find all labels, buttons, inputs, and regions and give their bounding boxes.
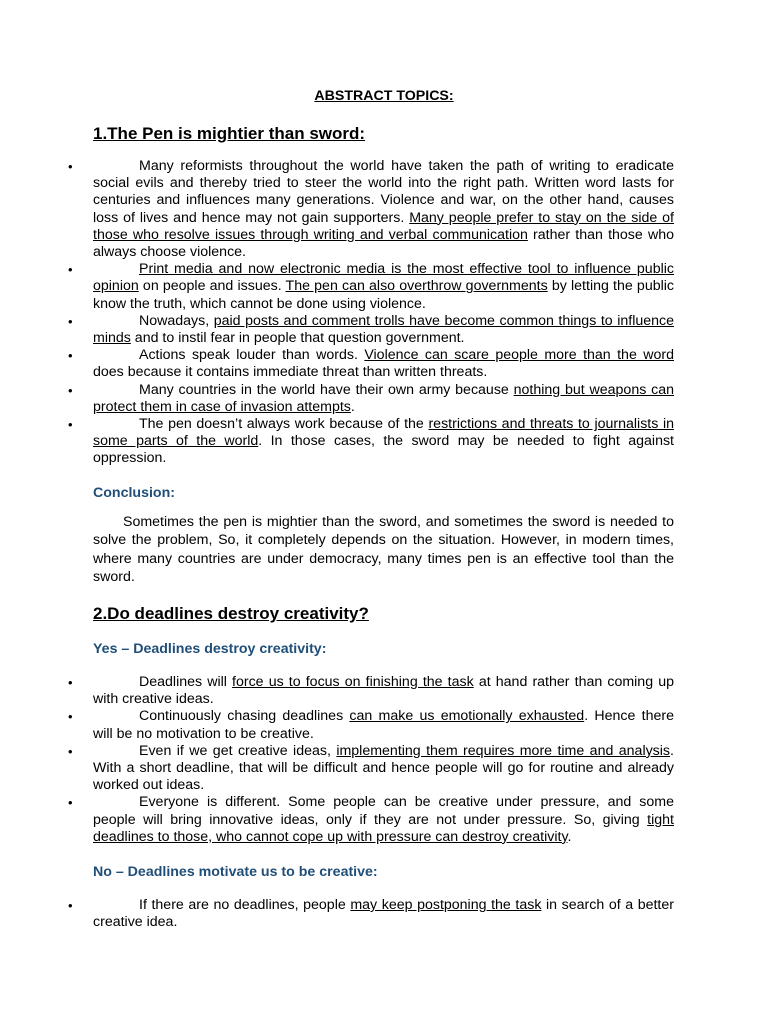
list-item [68,674,674,708]
text-run: If there are no deadlines, people [139,897,351,913]
list-item [68,416,674,468]
list-item [68,312,674,347]
no-subheading: No – Deadlines motivate us to be creative: [93,864,378,880]
text-run: Nowadays, [139,312,214,329]
list-item [68,381,674,416]
text-run: Continuously chasing deadlines [139,708,350,725]
text-run: rather than those who always choose violence. [93,226,674,261]
section1-bullet-list [68,158,675,468]
underlined-phrase: implementing them requires more time and analysis [336,742,671,759]
underlined-phrase: can make us emotionally exhausted [349,708,585,725]
bullet-icon: • [68,743,73,759]
bullet-icon: • [68,382,73,398]
bullet-icon: • [68,795,73,811]
underlined-phrase: may keep postponing the task [350,897,542,913]
text-run: Everyone is different. Some people can be creative under pressure, and some people will bring innovative ideas, only if they are not under pressure. So, giving [93,794,674,828]
list-item [68,897,674,931]
bullet-icon: • [68,159,73,174]
bullet-icon: • [68,313,73,329]
underlined-phrase: restrictions and threats to journalists in some parts of the world [93,416,674,450]
text-run: . [350,398,355,415]
text-run: Deadlines will [139,674,233,690]
text-run: . With a short deadline, that will be difficult and hence people will go for routine and already worked out ideas. [93,742,674,794]
underlined-phrase: Violence can scare people more than the word [364,347,675,364]
section1-heading: 1.The Pen is mightier than sword: [93,124,366,143]
text-run: and to instil fear in people that question government. [130,330,465,347]
text-run: Many countries in the world have their own army because [139,381,514,398]
text-run: The pen doesn’t always work because of the [139,416,429,433]
underlined-phrase: Print media and now electronic media is the most effective tool to influence public opinion [93,261,674,295]
list-item [68,158,674,261]
underlined-phrase: force us to focus on finishing the task [232,674,474,690]
bullet-icon: • [68,675,73,690]
underlined-phrase: tight deadlines to those, who cannot cope up with pressure can destroy creativity [93,811,674,845]
section2-heading: 2.Do deadlines destroy creativity? [93,604,369,623]
list-item [68,708,674,742]
no-bullet-list [68,897,674,931]
underlined-phrase: nothing but weapons can protect them in case of invasion attempts [93,381,674,415]
text-run: by letting the public know the truth, which cannot be done using violence. [93,278,674,312]
bullet-icon: • [68,898,73,913]
bullet-icon: • [68,262,73,278]
underlined-phrase: Many people prefer to stay on the side of those who resolve issues through writing and verbal communication [93,209,674,243]
text-run: . [567,828,572,845]
text-run: Many reformists throughout the world have taken the path of writing to eradicate social evils and thereby tried to steer the world into the right path. Written word lasts for centuries and influences many generations. Violence and war, on the other hand, causes loss of lives and hence may not gain supporters. [93,158,674,226]
document-title: ABSTRACT TOPICS: [314,88,454,104]
yes-subheading: Yes – Deadlines destroy creativity: [93,641,327,657]
bullet-icon: • [68,709,73,725]
conclusion-paragraph: Sometimes the pen is mightier than the sword, and sometimes the sword is needed to solve the problem, So, it completely depends on the situation. However, in modern times, where many countries are under democracy, many times pen is an effective tool than the sword. [93,514,674,585]
text-run: in search of a better creative idea. [93,897,674,931]
text-run: . Hence there will be no motivation to be creative. [93,708,674,742]
text-run: Even if we get creative ideas, [139,742,337,759]
conclusion-heading: Conclusion: [93,485,175,501]
yes-bullet-list [68,674,674,846]
underlined-phrase: The pen can also overthrow governments [285,278,548,295]
text-run: . In those cases, the sword may be needed to fight against oppression. [93,433,674,467]
list-item [68,261,674,313]
text-run: on people and issues. [138,278,286,295]
bullet-icon: • [68,348,73,364]
text-run: Actions speak louder than words. [139,347,365,364]
list-item [68,347,675,381]
list-item [68,794,674,846]
text-run: does because it contains immediate threat than written threats. [93,364,488,381]
underlined-phrase: paid posts and comment trolls have become common things to influence minds [93,312,674,347]
bullet-icon: • [68,417,73,433]
text-run: at hand rather than coming up with creative ideas. [93,674,674,708]
list-item [68,742,674,795]
